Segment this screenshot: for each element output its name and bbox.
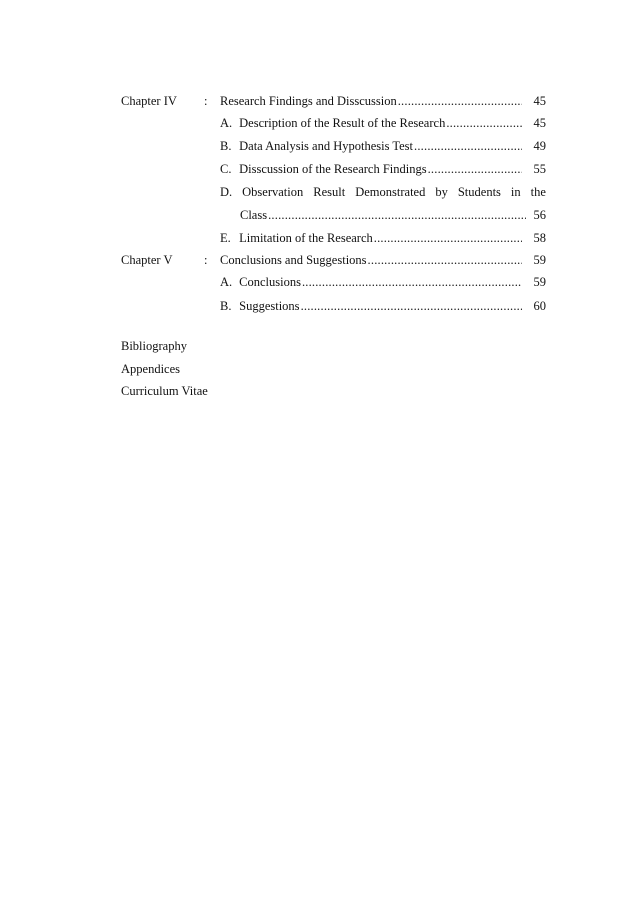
page-number: 49: [533, 139, 546, 153]
item-word: in: [510, 185, 521, 199]
toc-row-4d-line1: [0, 183, 638, 201]
item-letter: C.: [220, 162, 232, 176]
toc-row-appendices: [0, 360, 638, 378]
toc-row-bibliography: [0, 337, 638, 355]
item-word: Demonstrated: [355, 185, 426, 199]
back-matter-item: Bibliography: [121, 339, 187, 353]
page-number: 58: [533, 231, 546, 245]
page-number: 59: [533, 253, 546, 267]
page-number: 55: [533, 162, 546, 176]
back-matter-item: Curriculum Vitae: [121, 384, 208, 398]
item-title: Conclusions: [239, 275, 301, 289]
chapter-colon: :: [204, 253, 208, 267]
dot-leader: [398, 92, 522, 110]
page-number: 45: [533, 116, 546, 130]
item-letter: B.: [220, 299, 232, 313]
dot-leader: [446, 114, 522, 132]
item-title: Data Analysis and Hypothesis Test: [239, 139, 414, 153]
item-letter: E.: [220, 231, 231, 245]
page-number: 60: [533, 299, 546, 313]
back-matter-item: Appendices: [121, 362, 181, 376]
item-title: Description of the Result of the Research: [239, 116, 446, 130]
item-word: Observation: [242, 185, 304, 199]
dot-leader: [428, 160, 522, 178]
chapter-colon: :: [204, 94, 208, 108]
dot-leader: [368, 251, 522, 269]
page-number: 56: [533, 208, 546, 222]
chapter-label: Chapter V: [121, 253, 173, 267]
dot-leader: [302, 273, 522, 291]
item-word: Result: [313, 185, 346, 199]
dot-leader: [414, 137, 522, 155]
item-title-justified: [220, 183, 546, 201]
dot-leader: [268, 206, 526, 224]
toc-row-4a: [0, 114, 638, 132]
toc-row-chapter-4: [0, 92, 638, 110]
item-continuation: Class: [240, 208, 268, 222]
item-title: Suggestions: [239, 299, 300, 313]
toc-row-4c: [0, 160, 638, 178]
item-letter: A.: [220, 275, 233, 289]
toc-row-5b: [0, 297, 638, 315]
toc-row-curriculum-vitae: [0, 382, 638, 400]
dot-leader: [301, 297, 522, 315]
item-word: Students: [457, 185, 501, 199]
page-number: 45: [533, 94, 546, 108]
page-number: 59: [533, 275, 546, 289]
chapter-label: Chapter IV: [121, 94, 177, 108]
toc-row-4e: [0, 229, 638, 247]
dot-leader: [374, 229, 522, 247]
item-title: Disscussion of the Research Findings: [239, 162, 427, 176]
item-word: by: [435, 185, 448, 199]
item-title: Limitation of the Research: [239, 231, 373, 245]
chapter-title: Conclusions and Suggestions: [220, 253, 367, 267]
item-letter: B.: [220, 139, 232, 153]
toc-row-5a: [0, 273, 638, 291]
item-word: the: [530, 185, 546, 199]
toc-row-chapter-5: [0, 251, 638, 269]
toc-row-4d-line2: [0, 206, 638, 224]
chapter-title: Research Findings and Disscussion: [220, 94, 397, 108]
toc-row-4b: [0, 137, 638, 155]
item-letter: D.: [220, 185, 233, 199]
item-letter: A.: [220, 116, 233, 130]
